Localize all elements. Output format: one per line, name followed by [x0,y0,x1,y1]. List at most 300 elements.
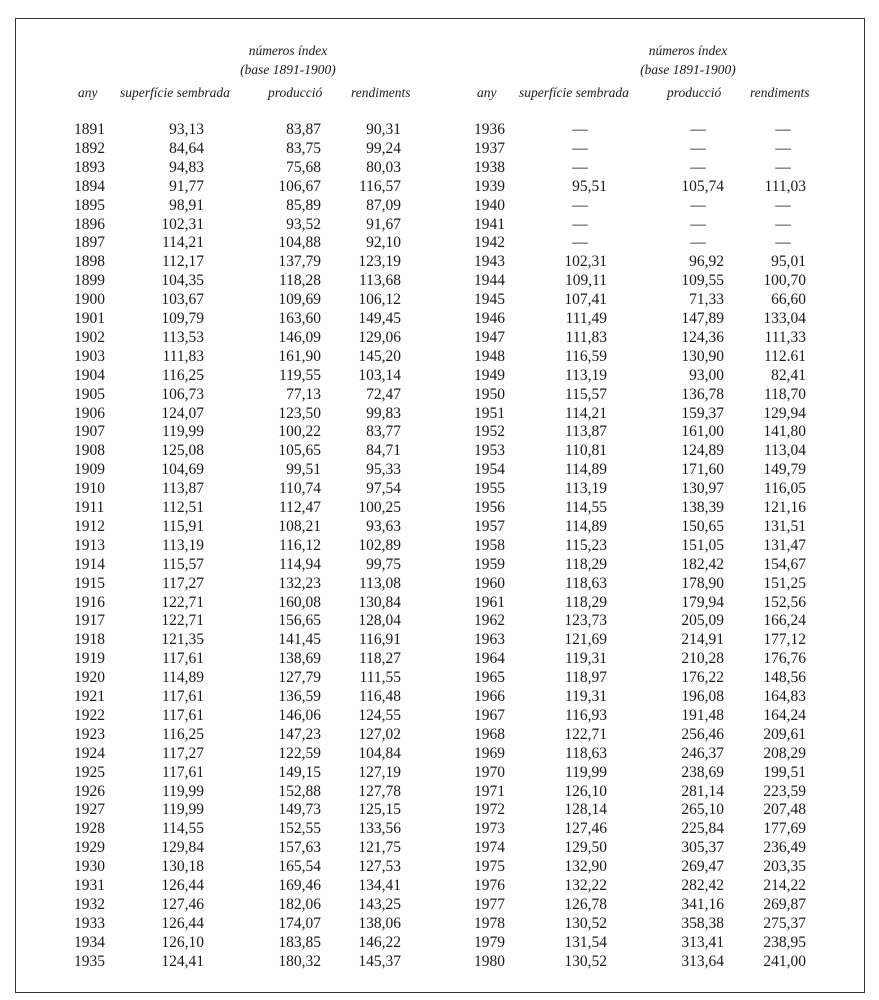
production-cell: — [690,215,706,233]
area-cell: 118,29 [564,593,607,611]
production-cell: 151,05 [681,536,724,554]
year-cell: 1933 [74,914,105,932]
area-cell: 113,19 [564,480,607,498]
production-cell: 182,42 [681,555,724,573]
area-cell: 104,69 [161,461,204,479]
area-cell: 111,83 [565,328,607,346]
year-cell: 1924 [74,744,105,762]
production-cell: 156,65 [278,612,321,630]
year-cell: 1977 [474,895,505,913]
production-cell: — [690,196,706,214]
yield-cell: 209,61 [763,725,806,743]
table-row [417,460,817,479]
year-cell: 1963 [474,631,505,649]
production-cell: 358,38 [681,914,724,932]
area-cell: 130,52 [564,952,607,970]
table-row [417,309,817,328]
year-cell: 1973 [474,820,505,838]
yield-cell: 97,54 [366,480,401,498]
table-row [417,196,817,215]
production-cell: 130,97 [681,480,724,498]
area-cell: 112,51 [161,499,204,516]
table-row [417,271,817,290]
table-row [16,687,416,706]
yield-cell: 99,75 [366,555,401,573]
yield-cell: 121,16 [763,499,806,516]
yield-cell: 152,56 [763,593,806,611]
table-row [16,252,416,271]
table-row [417,838,817,857]
year-cell: 1945 [474,291,505,309]
year-header: any [78,85,98,100]
production-cell: 152,55 [278,820,321,838]
area-cell: 116,59 [564,347,607,365]
yield-cell: 121,75 [358,839,401,857]
year-cell: 1921 [74,688,105,705]
area-cell: 128,14 [564,801,607,819]
yield-cell: 100,70 [763,272,806,290]
yield-cell: 124,55 [358,706,401,724]
production-cell: 149,15 [278,763,321,781]
area-cell: 118,97 [564,669,607,687]
yield-cell: 84,71 [366,442,401,460]
production-cell: 136,78 [681,385,724,403]
yield-cell: 118,70 [763,385,806,403]
production-cell: 146,06 [278,706,321,724]
area-cell: 114,89 [161,669,204,687]
table-row [16,196,416,215]
year-cell: 1920 [74,669,105,687]
area-cell: 116,25 [161,366,204,384]
table-row [417,895,817,914]
year-cell: 1964 [474,650,505,668]
table-row [16,895,416,914]
table-row [16,574,416,593]
table-row [417,385,817,404]
table-row [417,706,817,725]
production-cell: 282,42 [681,877,724,894]
yield-cell: — [775,158,791,176]
table-row [417,479,817,498]
table-row [16,649,416,668]
area-cell: 129,84 [161,839,204,857]
production-cell: 124,36 [681,328,724,346]
year-cell: 1954 [474,461,505,479]
area-cell: 113,19 [161,536,204,554]
yield-cell: 146,22 [358,933,401,951]
table-row [16,630,416,649]
production-cell: 85,89 [286,196,321,214]
yield-cell: — [775,121,791,138]
yield-cell: 112.61 [763,347,806,365]
area-cell: 121,35 [161,631,204,649]
area-cell: 119,31 [564,688,607,705]
table-row [417,574,817,593]
yield-cell: 149,45 [358,310,401,327]
table-row [16,933,416,952]
year-cell: 1970 [474,763,505,781]
production-cell: 180,32 [278,952,321,970]
year-cell: 1915 [74,574,105,592]
table-row [16,366,416,385]
production-cell: 238,69 [681,763,724,781]
year-cell: 1941 [474,215,505,233]
table-row [16,215,416,234]
year-cell: 1904 [74,366,105,384]
area-cell: 117,61 [161,650,204,668]
yield-cell: 129,94 [763,404,806,422]
production-cell: 119,55 [278,366,321,384]
yield-cell: 125,15 [358,801,401,819]
area-cell: 122,71 [161,593,204,611]
production-cell: — [690,158,706,176]
yield-cell: — [775,215,791,233]
table-row [417,857,817,876]
production-cell: 313,64 [681,952,724,970]
area-cell: 114,55 [564,499,607,516]
year-cell: 1909 [74,461,105,479]
area-cell: 125,08 [161,442,204,460]
area-cell: 126,10 [161,933,204,951]
yield-cell: 127,02 [358,725,401,743]
production-cell: 146,09 [278,328,321,346]
yield-cell: 143,25 [358,895,401,913]
yield-cell: 128,04 [358,612,401,630]
year-cell: 1938 [474,158,505,176]
yield-cell: 127,78 [358,782,401,800]
area-cell: 113,87 [161,480,204,498]
production-cell: 71,33 [689,291,724,309]
table-row [16,139,416,158]
yield-cell: 241,00 [763,952,806,970]
yield-cell: 176,76 [763,650,806,668]
area-cell: — [572,158,588,176]
index-group-header [213,41,363,79]
production-cell: 191,48 [681,706,724,724]
area-cell: — [572,215,588,233]
year-cell: 1902 [74,328,105,346]
production-cell: 281,14 [681,782,724,800]
index-group-base: (base 1891-1900) [640,62,736,77]
area-cell: 91,77 [169,177,204,195]
area-cell: 84,64 [169,139,204,157]
area-cell: 111,49 [565,310,607,327]
year-cell: 1916 [74,593,105,611]
year-cell: 1911 [74,499,105,516]
table-row [417,876,817,895]
yield-cell: 208,29 [763,744,806,762]
table-row [417,347,817,366]
table-row [16,536,416,555]
area-header: superfície sembrada [519,85,629,100]
production-cell: 149,73 [278,801,321,819]
yield-cell: 99,24 [366,139,401,157]
table-row [417,782,817,801]
table-row [417,687,817,706]
yield-cell: 113,08 [358,574,401,592]
yield-cell: 111,33 [764,328,806,346]
table-row [16,290,416,309]
production-cell: 108,21 [278,517,321,535]
table-row [16,328,416,347]
year-cell: 1923 [74,725,105,743]
year-cell: 1928 [74,820,105,838]
table-row [417,215,817,234]
year-cell: 1937 [474,139,505,157]
area-cell: 131,54 [564,933,607,951]
yield-cell: 133,56 [358,820,401,838]
production-cell: 157,63 [278,839,321,857]
production-cell: 116,12 [278,536,321,554]
production-cell: 196,08 [681,688,724,705]
production-cell: 136,59 [278,688,321,705]
area-cell: 113,53 [161,328,204,346]
table-row [16,347,416,366]
table-row [417,366,817,385]
yield-cell: 177,12 [763,631,806,649]
area-cell: 130,52 [564,914,607,932]
production-cell: 305,37 [681,839,724,857]
area-cell: 122,71 [564,725,607,743]
year-cell: 1910 [74,480,105,498]
area-cell: 119,99 [161,782,204,800]
production-cell: 178,90 [681,574,724,592]
production-cell: 109,55 [681,272,724,290]
year-cell: 1914 [74,555,105,573]
production-cell: 159,37 [681,404,724,422]
year-cell: 1930 [74,858,105,876]
production-cell: 163,60 [278,310,321,327]
production-cell: 77,13 [286,385,321,403]
table-row [417,800,817,819]
area-cell: 114,21 [161,234,204,252]
table-row [417,498,817,517]
yield-cell: 149,79 [763,461,806,479]
area-cell: 95,51 [572,177,607,195]
year-cell: 1966 [474,688,505,705]
area-cell: 119,99 [564,763,607,781]
area-cell: 104,35 [161,272,204,290]
yield-cell: 131,47 [763,536,806,554]
year-cell: 1893 [74,158,105,176]
table-row [16,725,416,744]
year-cell: 1953 [474,442,505,460]
area-cell: 119,31 [564,650,607,668]
area-cell: 127,46 [161,895,204,913]
yield-cell: 145,37 [358,952,401,970]
year-cell: 1955 [474,480,505,498]
table-row [16,763,416,782]
year-cell: 1892 [74,139,105,157]
year-cell: 1969 [474,744,505,762]
area-cell: 117,61 [161,706,204,724]
table-row [417,952,817,971]
year-cell: 1975 [474,858,505,876]
production-header: producció [667,85,722,100]
area-cell: 119,99 [161,801,204,819]
table-row [16,838,416,857]
area-cell: 115,23 [564,536,607,554]
area-cell: — [572,139,588,157]
production-cell: 75,68 [286,158,321,176]
production-cell: 132,23 [278,574,321,592]
production-cell: 83,75 [286,139,321,157]
area-cell: 94,83 [169,158,204,176]
area-cell: 93,13 [169,121,204,138]
year-cell: 1899 [74,272,105,290]
table-row [16,800,416,819]
area-cell: 126,78 [564,895,607,913]
year-cell: 1958 [474,536,505,554]
production-cell: — [690,121,706,138]
table-row [417,290,817,309]
year-cell: 1956 [474,499,505,516]
production-cell: 100,22 [278,423,321,441]
year-cell: 1895 [74,196,105,214]
production-cell: 214,91 [681,631,724,649]
year-cell: 1912 [74,517,105,535]
production-cell: 99,51 [286,461,321,479]
year-header: any [477,85,497,100]
yield-cell: 92,10 [366,234,401,252]
yield-cell: 207,48 [763,801,806,819]
area-cell: 102,31 [564,253,607,271]
year-cell: 1935 [74,952,105,970]
table-row [16,706,416,725]
area-cell: 126,44 [161,914,204,932]
table-row [417,819,817,838]
yield-cell: 100,25 [358,499,401,516]
production-cell: 110,74 [278,480,321,498]
production-cell: 256,46 [681,725,724,743]
yield-cell: 199,51 [763,763,806,781]
table-frame [15,18,865,993]
year-cell: 1925 [74,763,105,781]
yield-cell: 129,06 [358,328,401,346]
area-cell: 119,99 [161,423,204,441]
year-cell: 1968 [474,725,505,743]
year-cell: 1919 [74,650,105,668]
yield-cell: 106,12 [358,291,401,309]
year-cell: 1927 [74,801,105,819]
yield-cell: 90,31 [366,121,401,138]
year-cell: 1950 [474,385,505,403]
table-row [16,876,416,895]
table-row [16,668,416,687]
year-cell: 1972 [474,801,505,819]
table-row [417,158,817,177]
yield-cell: 148,56 [763,669,806,687]
table-row [417,763,817,782]
year-cell: 1918 [74,631,105,649]
area-cell: 124,07 [161,404,204,422]
year-cell: 1891 [74,121,105,138]
table-row [16,233,416,252]
yield-cell: 104,84 [358,744,401,762]
yield-cell: 238,95 [763,933,806,951]
yield-cell: 130,84 [358,593,401,611]
table-row [16,498,416,517]
production-cell: 179,94 [681,593,724,611]
yield-cell: — [775,234,791,252]
table-row [16,593,416,612]
area-cell: 107,41 [564,291,607,309]
area-cell: 117,27 [161,574,204,592]
table-row [16,120,416,139]
area-cell: 124,41 [161,952,204,970]
year-cell: 1934 [74,933,105,951]
year-cell: 1908 [74,442,105,460]
table-row [417,252,817,271]
area-header: superfície sembrada [120,85,230,100]
year-cell: 1922 [74,706,105,724]
yield-header: rendiments [351,85,411,100]
yield-cell: 99,83 [366,404,401,422]
table-row [417,555,817,574]
production-cell: 83,87 [286,121,321,138]
area-cell: 129,50 [564,839,607,857]
production-cell: 176,22 [681,669,724,687]
year-cell: 1967 [474,706,505,724]
area-cell: 106,73 [161,385,204,403]
production-cell: 171,60 [681,461,724,479]
yield-cell: 95,01 [771,253,806,271]
area-cell: 126,44 [161,877,204,894]
yield-cell: 116,91 [358,631,401,649]
production-cell: 104,88 [278,234,321,252]
year-cell: 1932 [74,895,105,913]
yield-cell: 127,53 [358,858,401,876]
table-row [417,630,817,649]
yield-cell: 82,41 [771,366,806,384]
area-cell: 103,67 [161,291,204,309]
production-cell: 118,28 [278,272,321,290]
area-cell: 102,31 [161,215,204,233]
area-cell: 115,57 [161,555,204,573]
yield-cell: 151,25 [763,574,806,592]
area-cell: 115,57 [564,385,607,403]
table-row [16,744,416,763]
production-cell: 105,74 [681,177,724,195]
area-cell: 112,17 [161,253,204,271]
table-row [417,441,817,460]
yield-cell: 93,63 [366,517,401,535]
area-cell: 116,25 [161,725,204,743]
production-cell: 161,00 [681,423,724,441]
production-cell: 138,69 [278,650,321,668]
area-cell: 130,18 [161,858,204,876]
production-cell: 265,10 [681,801,724,819]
year-cell: 1901 [74,310,105,327]
area-cell: 132,90 [564,858,607,876]
yield-cell: 66,60 [771,291,806,309]
yield-cell: 141,80 [763,423,806,441]
yield-cell: 72,47 [366,385,401,403]
area-cell: 117,61 [161,763,204,781]
yield-cell: 123,19 [358,253,401,271]
yield-cell: 223,59 [763,782,806,800]
area-cell: 114,89 [564,461,607,479]
table-row [417,177,817,196]
area-cell: — [572,196,588,214]
year-cell: 1951 [474,404,505,422]
table-row [16,517,416,536]
area-cell: 118,63 [564,574,607,592]
table-row [417,139,817,158]
year-cell: 1965 [474,669,505,687]
production-cell: 109,69 [278,291,321,309]
year-cell: 1971 [474,782,505,800]
